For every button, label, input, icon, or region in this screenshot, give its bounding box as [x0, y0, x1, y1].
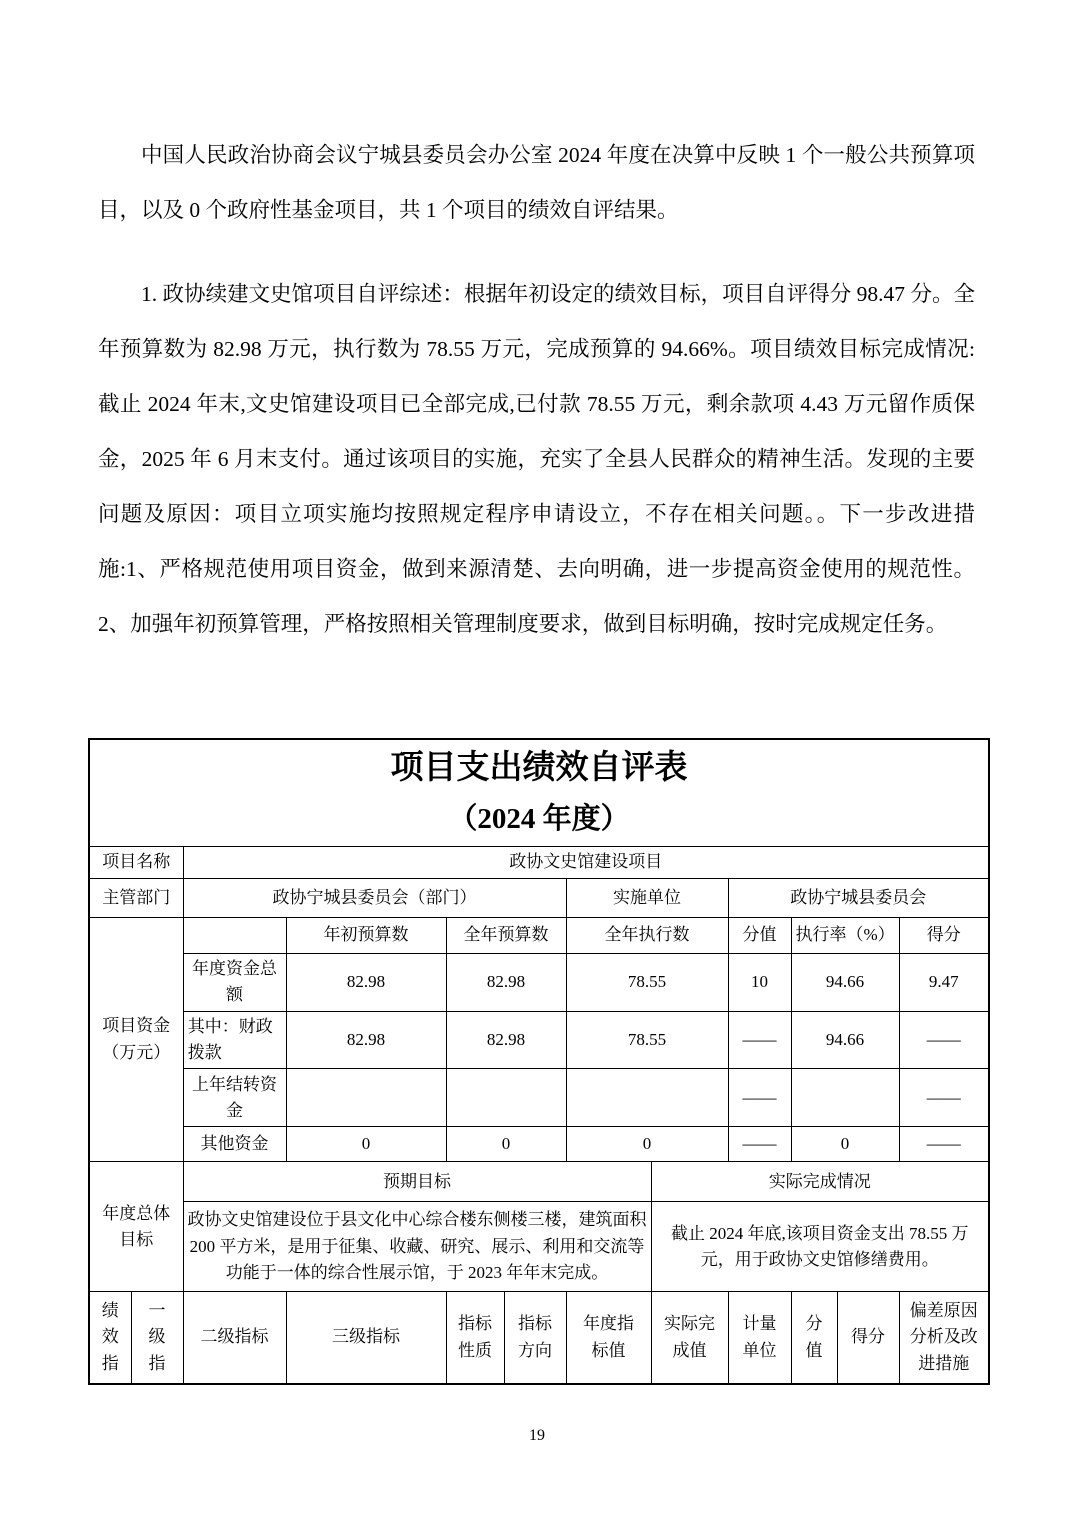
funds-header-executed: 全年执行数 [566, 918, 728, 954]
indicator-header-performance: 绩效指 [89, 1292, 131, 1384]
intro-section [98, 128, 975, 652]
funds-points-value: —— [728, 1069, 791, 1127]
funds-row-label: 其他资金 [183, 1127, 286, 1162]
funds-points-value: —— [728, 1127, 791, 1162]
funds-row-carryover [89, 1069, 989, 1127]
expected-goal-header: 预期目标 [183, 1162, 651, 1202]
funds-score-value: 9.47 [899, 954, 989, 1012]
table-title: 项目支出绩效自评表 [390, 750, 688, 786]
indicator-header-level3: 三级指标 [286, 1292, 446, 1384]
indicator-header-level2: 二级指标 [183, 1292, 286, 1384]
indicator-header-deviation: 偏差原因分析及改进措施 [899, 1292, 989, 1384]
indicator-header-annual-target: 年度指标值 [566, 1292, 651, 1384]
funds-full-year-value: 0 [446, 1127, 566, 1162]
indicator-header-unit: 计量单位 [728, 1292, 791, 1384]
funds-full-year-value: 82.98 [446, 1011, 566, 1069]
funds-initial-value: 82.98 [286, 954, 446, 1012]
funds-row-annual-total [89, 954, 989, 1012]
funds-full-year-value [446, 1069, 566, 1127]
table-title-cell [89, 739, 989, 847]
indicator-header-nature: 指标性质 [446, 1292, 504, 1384]
expected-goal-text: 政协文史馆建设位于县文化中心综合楼东侧楼三楼，建筑面积 200 平方米，是用于征集、收藏、研究、展示、利用和交流等功能于一体的综合性展示馆，于 2023 年年末完成。 [183, 1202, 651, 1292]
funds-initial-value: 0 [286, 1127, 446, 1162]
funds-initial-value: 82.98 [286, 1011, 446, 1069]
actual-completion-header: 实际完成情况 [651, 1162, 989, 1202]
funds-row-label: 其中：财政拨款 [183, 1011, 286, 1069]
funds-subcategory-blank-cell [183, 918, 286, 954]
funds-executed-value: 78.55 [566, 1011, 728, 1069]
funds-score-value: —— [899, 1011, 989, 1069]
funds-rate-value: 94.66 [791, 954, 899, 1012]
funds-executed-value [566, 1069, 728, 1127]
funds-header-score: 得分 [899, 918, 989, 954]
funds-row-label: 年度资金总额 [183, 954, 286, 1012]
funds-header-full-year-budget: 全年预算数 [446, 918, 566, 954]
funds-row-fiscal-appropriation [89, 1011, 989, 1069]
indicator-header-points: 分值 [791, 1292, 837, 1384]
indicator-header-level1: 一级指 [131, 1292, 183, 1384]
funds-executed-value: 78.55 [566, 954, 728, 1012]
department-value: 政协宁城县委员会（部门） [183, 879, 566, 918]
indicator-header-direction: 指标方向 [504, 1292, 566, 1384]
funds-full-year-value: 82.98 [446, 954, 566, 1012]
intro-paragraph-1: 中国人民政治协商会议宁城县委员会办公室 2024 年度在决算中反映 1 个一般公共预算项目，以及 0 个政府性基金项目，共 1 个项目的绩效自评结果。 [98, 143, 975, 222]
funds-initial-value [286, 1069, 446, 1127]
funds-rate-value: 94.66 [791, 1011, 899, 1069]
project-name-value: 政协文史馆建设项目 [183, 847, 989, 879]
funds-points-value: —— [728, 1011, 791, 1069]
indicator-header-actual-value: 实际完成值 [651, 1292, 728, 1384]
project-name-label: 项目名称 [89, 847, 183, 879]
funds-rate-value [791, 1069, 899, 1127]
implementing-unit-value: 政协宁城县委员会 [728, 879, 989, 918]
actual-completion-text: 截止 2024 年底,该项目资金支出 78.55 万元，用于政协文史馆修缮费用。 [651, 1202, 989, 1292]
funds-score-value: —— [899, 1069, 989, 1127]
funds-header-points: 分值 [728, 918, 791, 954]
funds-row-label: 上年结转资金 [183, 1069, 286, 1127]
funds-row-other [89, 1127, 989, 1162]
performance-self-evaluation-table [88, 738, 990, 1385]
funds-score-value: —— [899, 1127, 989, 1162]
funds-header-execution-rate: 执行率（%） [791, 918, 899, 954]
page-number: 19 [529, 1427, 545, 1444]
funds-executed-value: 0 [566, 1127, 728, 1162]
annual-goal-label: 年度总体目标 [89, 1162, 183, 1292]
table-subtitle: （2024 年度） [448, 803, 630, 835]
funds-points-value: 10 [728, 954, 791, 1012]
funds-header-initial-budget: 年初预算数 [286, 918, 446, 954]
project-funds-label: 项目资金（万元） [89, 918, 183, 1162]
implementing-unit-label: 实施单位 [566, 879, 728, 918]
funds-rate-value: 0 [791, 1127, 899, 1162]
department-label: 主管部门 [89, 879, 183, 918]
intro-paragraph-2: 1. 政协续建文史馆项目自评综述：根据年初设定的绩效目标，项目自评得分 98.47 分。全年预算数为 82.98 万元，执行数为 78.55 万元，完成预算的 94.66%。项目绩效目标完成情况:截止 2024 年末,文史馆建设项目已全部完成,已付款 78.55 万元，剩余款项 4.43 万元留作质保金，2025 年 6 月末支付。通过该项目的实施，充实了全县人民群众的精神生活。发现的主要问题及原因：项目立项实施均按照规定程序申请设立，不存在相关问题。。下一步改进措施:1、严格规范使用项目资金，做到来源清楚、去向明确，进一步提高资金使用的规范性。2、加强年初预算管理，严格按照相关管理制度要求，做到目标明确，按时完成规定任务。 [98, 282, 975, 636]
indicator-header-score: 得分 [837, 1292, 899, 1384]
